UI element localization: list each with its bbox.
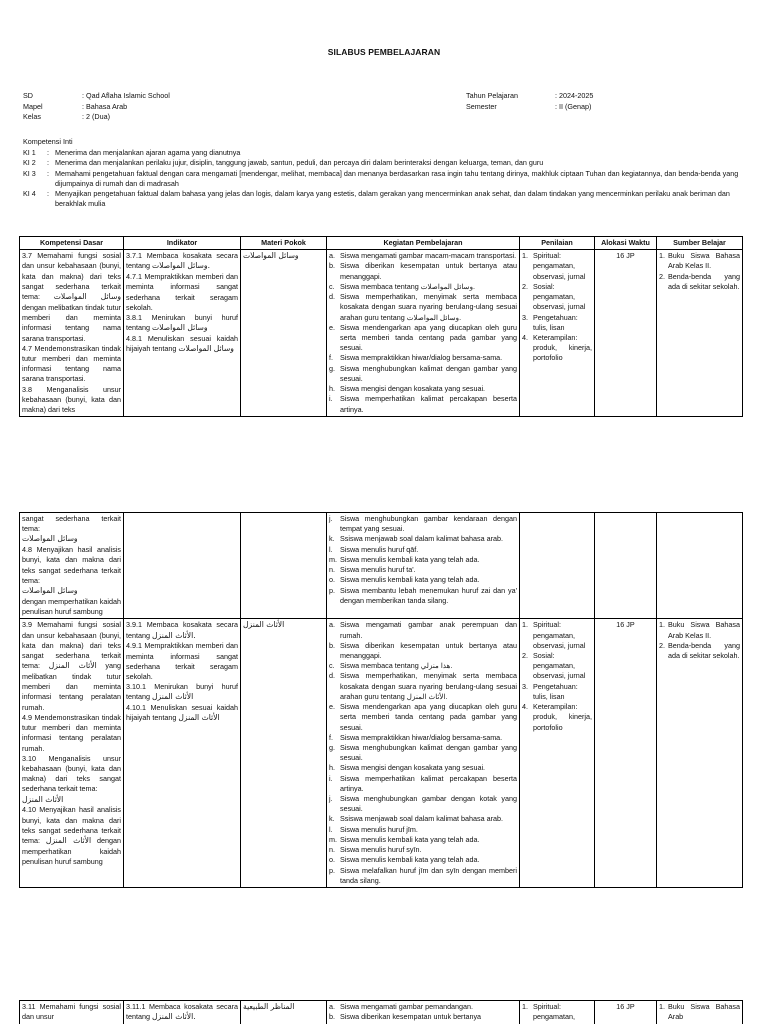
list-marker: c. [329, 281, 335, 291]
kd-text: 3.7 Memahami fungsi sosial dan unsur kebahasaan (bunyi, kata dan makna) dari teks sangat sederhana terkait tema: [22, 251, 121, 302]
kd-text: 4.10 Menyajikan hasil analisis bunyi, kata dan makna dari teks sangat sederhana terkait tema: [22, 805, 121, 846]
kd-text: dengan memperhatikan kaidah penulisan huruf sambung [22, 836, 122, 867]
list-text: Siswa diberikan kesempatan untuk bertanya [340, 1012, 482, 1022]
list-marker: 2. [659, 640, 665, 650]
list-item [329, 251, 517, 261]
ind-text: 3.9.1 Membaca kosakata secara tentang [126, 620, 238, 640]
list-marker: l. [329, 544, 333, 554]
list-item [329, 323, 517, 354]
table-row [20, 250, 743, 417]
list-item [329, 814, 517, 824]
list-text: Siswa menghubungkan kalimat dengan gambar yang sesuai. [340, 742, 517, 763]
list-text: Siswa mendengarkan apa yang diucapkan oleh guru serta memberi tanda centang pada gambar yang sesuai. [340, 322, 517, 353]
list-marker: k. [329, 534, 335, 544]
list-marker: n. [329, 845, 335, 855]
kegiatan-list [329, 514, 517, 606]
list-item [659, 641, 740, 661]
info-row-tahun [466, 91, 593, 102]
ind-arabic: الأثاث المنزل. [151, 1012, 196, 1022]
header-materi-pokok: Materi Pokok [241, 237, 327, 250]
syllabus-table-page3 [19, 1000, 743, 1024]
cell-materi-pokok [241, 513, 327, 619]
list-item [659, 251, 740, 271]
kd-text: 4.9 Mendemonstrasikan tindak tutur memberi dan meminta informasi tentang peralatan rumah. [22, 712, 121, 753]
sumber-list [659, 620, 740, 661]
list-marker: 1. [659, 620, 665, 630]
cell-kompetensi-dasar [20, 250, 124, 417]
list-marker: j. [329, 794, 333, 804]
list-text: Siswa memperhatikan kalimat percakapan beserta artinya. [340, 773, 517, 793]
list-marker: m. [329, 554, 337, 564]
kd-text: 3.11 Memahami fungsi sosial dan unsur [22, 1002, 121, 1022]
list-marker: 1. [522, 251, 528, 261]
info-value: : 2 (Dua) [82, 112, 110, 121]
list-item [329, 641, 517, 661]
list-item [329, 866, 517, 886]
materi-arabic: المناظر الطبيعية [243, 1002, 295, 1011]
list-marker: o. [329, 575, 335, 585]
list-item [329, 364, 517, 384]
header-kegiatan: Kegiatan Pembelajaran [327, 237, 520, 250]
list-item [522, 651, 592, 682]
kd-text: 4.7 Mendemonstrasikan tindak tutur memberi dan meminta informasi tentang nama sarana transportasi. [22, 343, 121, 384]
list-text: Buku Siswa Bahasa Arab Kelas II. [668, 251, 740, 271]
info-key: Tahun Pelajaran [466, 91, 518, 100]
list-marker: d. [329, 292, 335, 302]
list-item [659, 620, 740, 640]
list-marker: n. [329, 565, 335, 575]
list-marker: p. [329, 865, 335, 875]
list-text: Siswa memperhatikan kalimat percakapan beserta artinya. [340, 394, 517, 414]
list-item [522, 620, 592, 651]
kd-text: yang melibatkan tindak tutur memberi dan meminta informasi tentang peralatan rumah. [22, 661, 122, 712]
list-text: Siswa memperhatikan, menyimak serta membaca kosakata dengan suara nyaring berulang-ulang sesuai arahan guru tentang الأثاث المنزل. [340, 671, 517, 701]
list-text: Siswa menghubungkan kalimat dengan gambar yang sesuai. [340, 363, 517, 383]
list-marker: f. [329, 353, 333, 363]
cell-penilaian [520, 619, 595, 888]
list-text: Pengetahuan: tulis, lisan [533, 312, 578, 332]
list-text: Siswa mengamati gambar pemandangan. [340, 1002, 474, 1011]
list-item [659, 1002, 740, 1022]
list-item [522, 282, 592, 313]
info-key: Semester [466, 101, 497, 111]
list-marker: e. [329, 702, 335, 712]
list-item [522, 682, 592, 702]
list-text: Siswa mengamati gambar anak perempuan dan rumah. [340, 620, 517, 640]
list-text: Ssiswa menjawab soal dalam kalimat bahasa arab. [340, 814, 503, 824]
list-text: Siswa menulis kembali kata yang telah ada. [340, 554, 480, 564]
list-marker: f. [329, 732, 333, 742]
list-marker: g. [329, 363, 335, 373]
ind-arabic: الأثاث المنزل [178, 713, 220, 723]
info-row-semester [466, 102, 593, 113]
list-marker: 2. [522, 281, 528, 291]
kd-text: 4.8 Menyajikan hasil analisis bunyi, kata dan makna dari teks sangat sederhana terkait tema: [22, 545, 121, 585]
info-left [23, 91, 170, 123]
header-kompetensi-dasar: Kompetensi Dasar [20, 237, 124, 250]
list-text: Siswa menulis huruf syīn. [340, 845, 422, 855]
list-item [659, 272, 740, 292]
list-item [329, 384, 517, 394]
penilaian-list [522, 251, 592, 363]
list-marker: 2. [522, 650, 528, 660]
ki-row: KI 2 : Menerima dan menjalankan perilaku jujur, disiplin, tanggung jawab, santun, peduli, dan percaya diri dalam berinteraksi dengan keluarga, teman, dan guru [23, 158, 748, 168]
list-text: Siswa mengamati gambar macam-macam transportasi. [340, 251, 517, 261]
list-item [329, 282, 517, 292]
ind-arabic: وسائل المواصلات [178, 344, 234, 354]
cell-kegiatan [327, 619, 520, 888]
table-row [20, 1001, 743, 1024]
list-text: Keterampilan: produk, kinerja, portofolio [533, 702, 592, 732]
list-marker: 4. [522, 332, 528, 342]
ki-text: Menerima dan menjalankan ajaran agama yang dianutnya [55, 148, 241, 158]
cell-materi-pokok [241, 1001, 327, 1024]
list-text: Siswa menulis huruf jīm. [340, 824, 418, 834]
syllabus-table-page2 [19, 512, 743, 888]
ind-arabic: الأثاث المنزل [151, 692, 194, 702]
ki-code: KI 4 [23, 189, 36, 199]
list-marker: a. [329, 251, 335, 261]
info-value: : 2024-2025 [555, 91, 594, 100]
ki-code: KI 2 [23, 158, 36, 168]
list-item [329, 733, 517, 743]
list-text: Siswa menulis huruf qāf. [340, 544, 419, 554]
cell-indikator [124, 513, 241, 619]
ind-text: 4.9.1 Mempraktikkan memberi dan meminta informasi sangat sederhana terkait seragam sekolah. [126, 641, 238, 681]
info-value: : Bahasa Arab [82, 101, 128, 111]
kd-arabic: وسائل المواصلات [22, 534, 78, 544]
kegiatan-list [329, 620, 517, 886]
list-item [329, 855, 517, 865]
ind-arabic: الأثاث المنزل. [151, 630, 196, 640]
cell-materi-pokok [241, 619, 327, 888]
cell-kompetensi-dasar [20, 513, 124, 619]
list-item [522, 251, 592, 282]
list-marker: i. [329, 773, 333, 783]
list-text: Sosial: pengamatan, observasi, jurnal [533, 650, 586, 681]
list-item [329, 763, 517, 773]
ind-text: 3.11.1 Membaca kosakata secara tentang [126, 1002, 238, 1022]
sumber-list [659, 251, 740, 292]
list-item [329, 743, 517, 763]
kd-arabic: وسائل المواصلات [22, 586, 78, 596]
list-text: Benda-benda yang ada di sekitar sekolah. [668, 640, 740, 660]
list-item [329, 620, 517, 640]
list-text: Spiritual: pengamatan, observasi, jurnal [533, 620, 586, 650]
kd-text: dengan melibatkan tindak tutur memberi dan meminta informasi tentang nama sarana transportasi. [22, 302, 121, 343]
cell-sumber-belajar [657, 1001, 743, 1024]
ind-text: 3.7.1 Membaca kosakata secara tentang [126, 251, 238, 271]
list-item [329, 1002, 517, 1012]
ki-row: KI 3 : Memahami pengetahuan faktual dengan cara mengamati [mendengar, melihat, membaca] dan menanya berdasarkan rasa ingin tahu tentang dirinya, makhluk ciptaan Tuhan dan kegiatannya, dan benda-benda yang dijumpainya di rumah dan di madrasah [23, 169, 748, 189]
ki-row: KI 1 : Menerima dan menjalankan ajaran agama yang dianutnya [23, 148, 748, 158]
list-marker: l. [329, 824, 333, 834]
list-marker: i. [329, 394, 333, 404]
info-row-mapel [23, 102, 170, 113]
cell-alokasi-waktu: 16 JP [595, 619, 657, 888]
ind-text: 4.7.1 Mempraktikkan memberi dan meminta informasi sangat sederhana terkait seragam sekolah. [126, 272, 238, 312]
list-text: Siswa membantu lebah menemukan huruf zai dan ya' dengan memberikan tanda silang. [340, 585, 517, 605]
list-marker: 1. [522, 1002, 528, 1011]
kd-text: sangat sederhana terkait tema: [22, 514, 121, 534]
list-text: Siswa menulis kembali kata yang telah ada. [340, 834, 480, 844]
cell-indikator [124, 1001, 241, 1024]
materi-arabic: الأثاث المنزل [243, 620, 285, 630]
ki-text: Memahami pengetahuan faktual dengan cara mengamati [mendengar, melihat, membaca] dan menanya berdasarkan rasa ingin tahu tentang dirinya, makhluk ciptaan Tuhan dan kegiatannya, dan benda-benda yang dijumpainya di rumah dan di madrasah [55, 168, 739, 188]
ind-arabic: وسائل المواصلات. [151, 261, 211, 271]
list-marker: b. [329, 1012, 335, 1022]
list-marker: m. [329, 834, 337, 844]
list-marker: 3. [522, 681, 528, 691]
cell-alokasi-waktu [595, 513, 657, 619]
list-text: Siswa menghubungkan gambar dengan kotak yang sesuai. [340, 794, 517, 814]
list-item [329, 835, 517, 845]
header-indikator: Indikator [124, 237, 241, 250]
list-text: Siswa diberikan kesempatan untuk bertanya atau menanggapi. [340, 261, 517, 281]
info-key: SD [23, 91, 33, 100]
table-row [20, 619, 743, 888]
list-item [522, 702, 592, 733]
list-item [329, 586, 517, 606]
list-text: Keterampilan: produk, kinerja, portofolio [533, 332, 592, 363]
list-marker: b. [329, 640, 335, 650]
ind-text: 4.8.1 Menuliskan sesuai kaidah hijaiyah tentang [126, 334, 238, 354]
cell-indikator [124, 619, 241, 888]
list-text: Spiritual: pengamatan, [533, 1002, 575, 1022]
list-text: Siswa membaca tentang هذا منزلي. [340, 661, 453, 671]
page-title: SILABUS PEMBELAJARAN [327, 47, 441, 57]
list-item [329, 794, 517, 814]
penilaian-list [522, 620, 592, 732]
table-header-row [20, 237, 743, 250]
list-text: Siswa mengisi dengan kosakata yang sesuai. [340, 384, 486, 394]
list-marker: b. [329, 261, 335, 271]
list-marker: 1. [659, 1002, 665, 1011]
list-marker: j. [329, 514, 333, 523]
header-penilaian: Penilaian [520, 237, 595, 250]
list-item [329, 825, 517, 835]
list-text: Benda-benda yang ada di sekitar sekolah. [668, 271, 740, 291]
list-text: Buku Siswa Bahasa Arab [668, 1002, 740, 1022]
list-marker: 1. [522, 620, 528, 630]
kd-arabic: الأثاث المنزل [48, 661, 97, 671]
list-marker: h. [329, 763, 335, 773]
list-item [329, 353, 517, 363]
list-item [329, 702, 517, 733]
cell-kompetensi-dasar [20, 619, 124, 888]
ki-heading: Kompetensi Inti [23, 137, 73, 146]
cell-kegiatan [327, 250, 520, 417]
list-item [522, 333, 592, 364]
list-item [329, 774, 517, 794]
kegiatan-list [329, 1002, 517, 1022]
list-item [329, 1012, 517, 1022]
info-right [466, 91, 593, 112]
cell-penilaian [520, 250, 595, 417]
list-text: Buku Siswa Bahasa Arab Kelas II. [668, 620, 740, 640]
list-text: Siswa menulis huruf ta'. [340, 565, 416, 575]
cell-sumber-belajar [657, 513, 743, 619]
kd-text: dengan memperhatikan kaidah penulisan huruf sambung [22, 596, 121, 617]
list-text: Siswa mempraktikkan hiwar/dialog bersama-sama. [340, 732, 503, 742]
list-marker: a. [329, 1002, 335, 1011]
list-marker: 4. [522, 702, 528, 712]
ind-arabic: وسائل المواصلات [151, 323, 208, 333]
list-item [329, 575, 517, 585]
sumber-list [659, 1002, 740, 1022]
list-marker: 2. [659, 271, 665, 281]
cell-alokasi-waktu: 16 JP [595, 250, 657, 417]
list-item [329, 671, 517, 702]
list-text: Siswa mengisi dengan kosakata yang sesuai. [340, 763, 486, 773]
info-value: : Qad Aflaha Islamic School [82, 91, 170, 100]
list-item [522, 313, 592, 333]
list-text: Siswa memperhatikan, menyimak serta membaca kosakata dengan suara nyaring berulang-ulang sesuai arahan guru tentang وسائل المواصلات. [340, 292, 517, 322]
ki-code: KI 3 [23, 168, 36, 178]
header-sumber-belajar: Sumber Belajar [657, 237, 743, 250]
list-marker: e. [329, 322, 335, 332]
list-item [329, 845, 517, 855]
list-text: Siswa mempraktikkan hiwar/dialog bersama-sama. [340, 353, 503, 363]
list-item [329, 661, 517, 671]
cell-sumber-belajar [657, 250, 743, 417]
penilaian-list [522, 1002, 592, 1022]
list-text: Siswa menghubungkan gambar kendaraan dengan tempat yang sesuai. [340, 514, 517, 534]
kd-arabic: وسائل المواصلات [53, 292, 121, 302]
kompetensi-inti [23, 137, 748, 210]
info-key: Mapel [23, 101, 43, 111]
list-item [329, 545, 517, 555]
list-text: Sosial: pengamatan, observasi, jurnal [533, 281, 586, 312]
ki-text: Menerima dan menjalankan perilaku jujur, disiplin, tanggung jawab, santun, peduli, dan percaya diri dalam berinteraksi dengan keluarga, teman, dan guru [55, 158, 544, 168]
list-text: Pengetahuan: tulis, lisan [533, 681, 578, 701]
cell-sumber-belajar [657, 619, 743, 888]
list-marker: 3. [522, 312, 528, 322]
info-row-kelas [23, 112, 170, 123]
ki-code: KI 1 [23, 148, 36, 158]
list-item [329, 555, 517, 565]
cell-kompetensi-dasar [20, 1001, 124, 1024]
list-marker: k. [329, 814, 335, 824]
cell-indikator [124, 250, 241, 417]
kd-arabic: الأثاث المنزل [22, 794, 64, 804]
list-text: Ssiswa menjawab soal dalam kalimat bahasa arab. [340, 534, 503, 544]
cell-penilaian [520, 1001, 595, 1024]
list-text: Siswa mendengarkan apa yang diucapkan oleh guru serta memberi tanda centang pada gambar yang sesuai. [340, 702, 517, 732]
list-marker: a. [329, 620, 335, 630]
list-marker: g. [329, 742, 335, 752]
info-value: : II (Genap) [555, 101, 592, 111]
list-text: Siswa menulis kembali kata yang telah ada. [340, 575, 480, 585]
cell-kegiatan [327, 513, 520, 619]
header-alokasi-waktu: Alokasi Waktu [595, 237, 657, 250]
list-text: Spiritual: pengamatan, observasi, jurnal [533, 251, 586, 281]
list-text: Siswa diberikan kesempatan untuk bertanya atau menanggapi. [340, 640, 517, 660]
kd-text: 3.8 Menganalisis unsur kebahasaan (bunyi, kata dan makna) dari teks [22, 384, 121, 415]
kd-arabic: الأثاث المنزل [45, 836, 92, 846]
cell-penilaian [520, 513, 595, 619]
kd-text: 3.9 Memahami fungsi sosial dan unsur kebahasaan (bunyi, kata dan makna) dari teks sangat sederhana terkait tema: [22, 620, 121, 671]
ki-row: KI 4 : Menyajikan pengetahuan faktual dalam bahasa yang jelas dan logis, dalam karya yang estetis, dalam gerakan yang mencerminkan anak sehat, dan dalam tindakan yang mencerminkan perilaku anak beriman dan berakhlak mulia [23, 189, 748, 209]
list-marker: 1. [659, 251, 665, 261]
list-item [329, 292, 517, 323]
list-marker: p. [329, 585, 335, 595]
list-item [329, 565, 517, 575]
ind-text: 3.8.1 Menirukan bunyi huruf tentang [126, 313, 238, 333]
info-row-sd [23, 91, 170, 102]
syllabus-table-page1 [19, 236, 743, 417]
info-key: Kelas [23, 112, 41, 121]
kegiatan-list [329, 251, 517, 415]
kd-text: 3.10 Menganalisis unsur kebahasaan (bunyi, kata dan makna) dari teks sangat sederhana terkait tema: [22, 753, 121, 794]
cell-materi-pokok [241, 250, 327, 417]
ind-text: 4.10.1 Menuliskan sesuai kaidah hijaiyah tentang [126, 703, 238, 723]
list-text: Siswa melafalkan huruf jīm dan syīn dengan memberi tanda silang. [340, 865, 517, 885]
table-row [20, 513, 743, 619]
list-marker: c. [329, 661, 335, 671]
list-item [329, 534, 517, 544]
materi-arabic: وسائل المواصلات [243, 251, 299, 261]
cell-alokasi-waktu: 16 JP [595, 1001, 657, 1024]
cell-kegiatan [327, 1001, 520, 1024]
list-item [329, 394, 517, 414]
list-marker: o. [329, 855, 335, 865]
list-item [522, 1002, 592, 1022]
list-text: Siswa menulis kembali kata yang telah ada. [340, 855, 480, 865]
list-item [329, 261, 517, 281]
list-text: Siswa membaca tentang وسائل المواصلات. [340, 281, 476, 291]
ind-text: 3.10.1 Menirukan bunyi huruf tentang [126, 682, 238, 702]
list-marker: h. [329, 384, 335, 394]
ki-text: Menyajikan pengetahuan faktual dalam bahasa yang jelas dan logis, dalam karya yang estetis, dalam gerakan yang mencerminkan anak sehat, dan dalam tindakan yang mencerminkan perilaku anak beriman dan berakhlak mulia [55, 189, 730, 209]
list-item [329, 514, 517, 534]
list-marker: d. [329, 671, 335, 681]
